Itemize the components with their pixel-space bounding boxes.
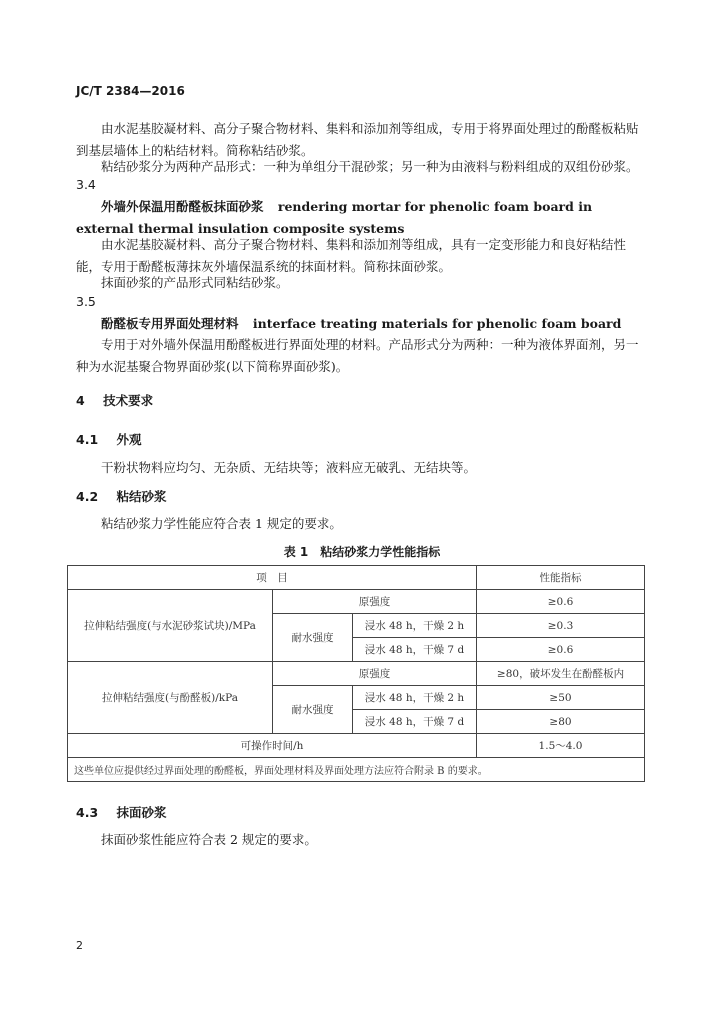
sec-4-1-number: 4.1 [76, 432, 99, 447]
g2-2h-value: ≥50 [477, 686, 645, 710]
sec-4-number: 4 [76, 393, 85, 408]
g1-original-value: ≥0.6 [477, 590, 645, 614]
sec-4-heading [76, 391, 153, 409]
table-header-index: 性能指标 [477, 566, 645, 590]
g1-original-label: 原强度 [273, 590, 477, 614]
def-3-4-term-cn: 外墙外保温用酚醛板抹面砂浆 [101, 199, 264, 214]
sec-4-1-title: 外观 [116, 432, 142, 447]
group2-label: 拉伸粘结强度(与酚醛板)/kPa [68, 662, 273, 734]
sec-4-2-body: 粘结砂浆力学性能应符合表 1 规定的要求。 [101, 516, 342, 531]
doc-number: JC/T 2384—2016 [76, 84, 185, 98]
sec-4-title: 技术要求 [103, 393, 154, 408]
table-row [68, 590, 645, 614]
g1-cond-7d: 浸水 48 h，干燥 7 d [353, 638, 477, 662]
g2-cond-7d: 浸水 48 h，干燥 7 d [353, 710, 477, 734]
table-row [68, 662, 645, 686]
table-row [68, 758, 645, 782]
sec-4-3-body: 抹面砂浆性能应符合表 2 规定的要求。 [101, 832, 317, 847]
table-1-caption: 表 1 粘结砂浆力学性能指标 [283, 545, 441, 559]
sec-4-2-title: 粘结砂浆 [116, 489, 167, 504]
table-row [68, 734, 645, 758]
g2-original-value: ≥80，破坏发生在酚醛板内 [477, 662, 645, 686]
def-3-5-heading [76, 313, 646, 335]
table-header-item: 项 目 [68, 566, 477, 590]
def-3-3-forms: 粘结砂浆分为两种产品形式：一种为单组分干混砂浆；另一种为由液料与粉料组成的双组份砂浆。 [101, 159, 639, 174]
g2-water-resist-label: 耐水强度 [273, 686, 353, 734]
g2-7d-value: ≥80 [477, 710, 645, 734]
table-footnote: 这些单位应提供经过界面处理的酚醛板，界面处理材料及界面处理方法应符合附录 B 的要求。 [68, 758, 645, 782]
def-3-5-number: 3.5 [76, 294, 96, 309]
def-3-4-term-en: rendering mortar for phenolic foam board in external thermal insulation composite systems [76, 199, 593, 236]
def-3-5-term-cn: 酚醛板专用界面处理材料 [101, 316, 239, 331]
g1-7d-value: ≥0.6 [477, 638, 645, 662]
work-time-label: 可操作时间/h [68, 734, 477, 758]
def-3-4-number: 3.4 [76, 177, 96, 192]
g1-cond-2h: 浸水 48 h，干燥 2 h [353, 614, 477, 638]
def-3-5-term-en: interface treating materials for phenolic foam board [252, 316, 622, 331]
def-3-3-body: 由水泥基胶凝材料、高分子聚合物材料、集料和添加剂等组成，专用于将界面处理过的酚醛板粘贴到基层墙体上的粘结材料。简称粘结砂浆。 [76, 121, 639, 158]
g2-cond-2h: 浸水 48 h，干燥 2 h [353, 686, 477, 710]
sec-4-2-heading [76, 487, 167, 505]
def-3-5-body: 专用于对外墙外保温用酚醛板进行界面处理的材料。产品形式分为两种：一种为液体界面剂，另一种为水泥基聚合物界面砂浆(以下简称界面砂浆)。 [76, 337, 639, 374]
table-1 [67, 565, 645, 782]
sec-4-2-number: 4.2 [76, 489, 99, 504]
g1-2h-value: ≥0.3 [477, 614, 645, 638]
sec-4-3-title: 抹面砂浆 [116, 805, 167, 820]
sec-4-1-body: 干粉状物料应均匀、无杂质、无结块等；液料应无破乳、无结块等。 [101, 460, 477, 475]
def-3-4-forms: 抹面砂浆的产品形式同粘结砂浆。 [101, 275, 289, 290]
table-row [68, 566, 645, 590]
page-number: 2 [76, 939, 83, 952]
g2-original-label: 原强度 [273, 662, 477, 686]
sec-4-3-heading [76, 803, 167, 821]
def-3-4-body: 由水泥基胶凝材料、高分子聚合物材料、集料和添加剂等组成，具有一定变形能力和良好粘结性能，专用于酚醛板薄抹灰外墙保温系统的抹面材料。简称抹面砂浆。 [76, 237, 627, 274]
sec-4-1-heading [76, 430, 142, 448]
work-time-value: 1.5～4.0 [477, 734, 645, 758]
group1-label: 拉伸粘结强度(与水泥砂浆试块)/MPa [68, 590, 273, 662]
g1-water-resist-label: 耐水强度 [273, 614, 353, 662]
sec-4-3-number: 4.3 [76, 805, 99, 820]
